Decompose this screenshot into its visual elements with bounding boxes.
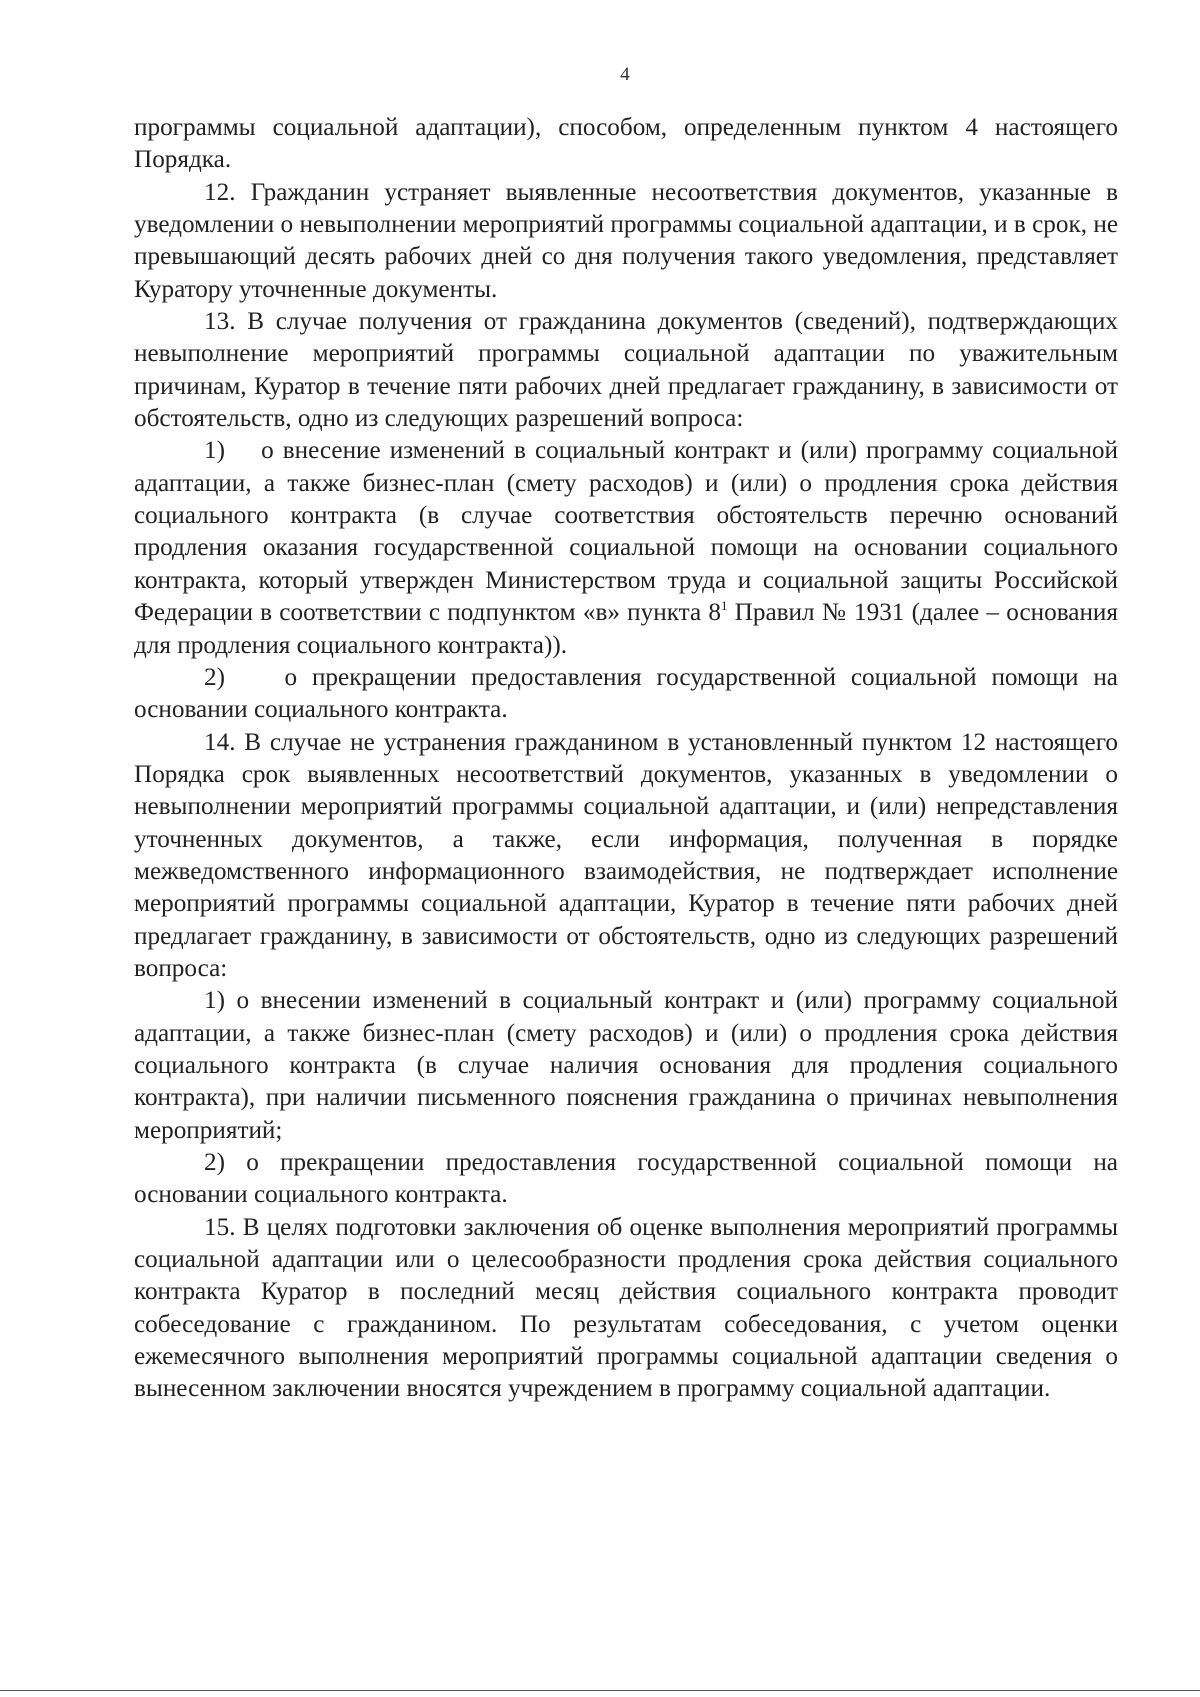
paragraph-14: 14. В случае не устранения гражданином в установленный пунктом 12 настоящего Порядка срок выявленных несоответствий документов, указанных в уведомлении о невыполнении мероприятий программы социальной адаптации, и (или) непредставления уточненных документов, а также, если информация, полученная в порядке межведомственного информационного взаимодействия, не подтверждает исполнение мероприятий программы социальной адаптации, Куратор в течение пяти рабочих дней предлагает гражданину, в зависимости от обстоятельств, одно из следующих разрешений вопроса: [134, 728, 1118, 982]
paragraph-13-item-1 [134, 435, 1118, 661]
page-number: 4 [620, 64, 630, 85]
paragraph-14-item-2: 2) о прекращении предоставления государственной социальной помощи на основании социального контракта. [134, 1149, 1118, 1209]
paragraph-13-item-1-text: 1) о внесение изменений в социальный контракт и (или) программу социальной адаптации, а также бизнес-план (смету расходов) и (или) о продления срока действия социального контракта (в случае соответствия обстоятельств перечню оснований продления оказания государственной социальной помощи на основании социального контракта, который утвержден Министерством труда и социальной защиты Российской Федерации в соответствии с подпунктом «в» пункта 8 [134, 437, 1118, 627]
paragraph-continuation: программы социальной адаптации), способом, определенным пунктом 4 настоящего Порядка. [134, 114, 1118, 174]
document-body [134, 112, 1118, 1406]
paragraph-13: 13. В случае получения от гражданина документов (сведений), подтверждающих невыполнение мероприятий программы социальной адаптации по уважительным причинам, Куратор в течение пяти рабочих дней предлагает гражданину, в зависимости от обстоятельств, одно из следующих разрешений вопроса: [134, 308, 1118, 433]
superscript-footnote-mark: 1 [720, 598, 728, 614]
paragraph-12: 12. Гражданин устраняет выявленные несоответствия документов, указанные в уведомлении о невыполнении мероприятий программы социальной адаптации, и в срок, не превышающий десять рабочих дней со дня получения такого уведомления, представляет Куратору уточненные документы. [134, 178, 1118, 303]
paragraph-13-item-2: 2) о прекращении предоставления государственной социальной помощи на основании социального контракта. [134, 663, 1118, 724]
paragraph-15: 15. В целях подготовки заключения об оценке выполнения мероприятий программы социальной адаптации или о целесообразности продления срока действия социального контракта Куратор в последний месяц действия социального контракта проводит собеседование с гражданином. По результатам собеседования, с учетом оценки ежемесячного выполнения мероприятий программы социальной адаптации сведения о вынесенном заключении вносятся учреждением в программу социальной адаптации. [134, 1213, 1118, 1403]
scan-bottom-edge-line [0, 1690, 1200, 1691]
paragraph-13-item-1-tail: Правил № 1931 (далее – основания для продления социального контракта)). [134, 599, 1118, 659]
paragraph-14-item-1: 1) о внесении изменений в социальный контракт и (или) программу социальной адаптации, а также бизнес-план (смету расходов) и (или) о продления срока действия социального контракта (в случае наличия основания для продления социального контракта), при наличии письменного пояснения гражданина о причинах невыполнения мероприятий; [134, 987, 1118, 1144]
